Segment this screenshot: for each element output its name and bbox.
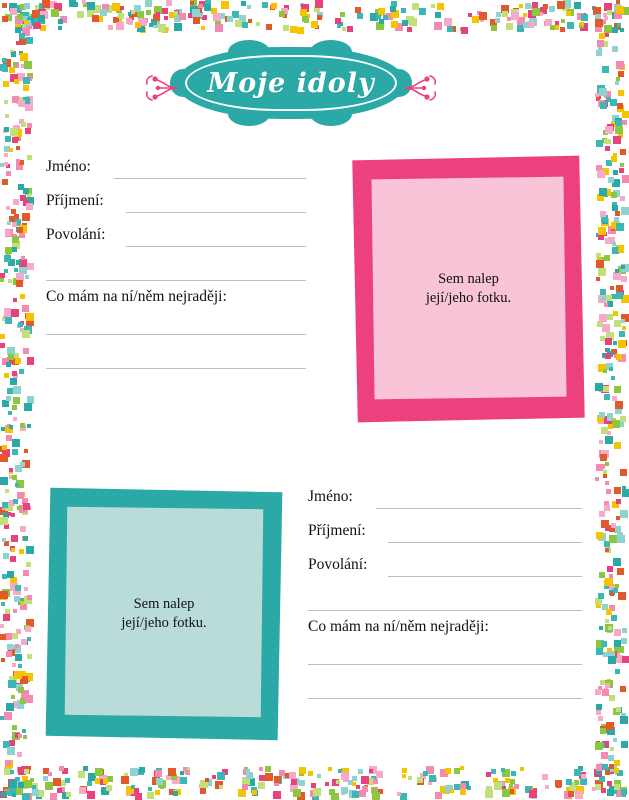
- idol-2-field-prijmeni[interactable]: [308, 516, 582, 550]
- idol-2-favorite-line-2[interactable]: [308, 672, 582, 706]
- idol-1-extra-line[interactable]: [46, 254, 306, 288]
- confetti-band-right: [595, 0, 629, 800]
- idol-1-input-prijmeni[interactable]: [126, 212, 306, 213]
- idol-2-frame-text-line2: její/jeho fotku.: [121, 615, 207, 631]
- idol-1-label-prijmeni: Příjmení:: [46, 192, 104, 209]
- idol-1-favorite-line-1-rule[interactable]: [46, 334, 306, 335]
- title-plaque: [176, 47, 406, 119]
- idol-1-favorite-label: Co mám na ní/něm nejraději:: [46, 288, 227, 305]
- idol-2-photo-frame[interactable]: [48, 490, 280, 738]
- idol-1-extra-line-rule[interactable]: [46, 280, 306, 281]
- confetti-band-bottom: [0, 766, 629, 800]
- idol-2-label-jmeno: Jméno:: [308, 488, 353, 505]
- idol-1-favorite-line-2-rule[interactable]: [46, 368, 306, 369]
- idol-2-frame-text-line1: Sem nalep: [133, 596, 195, 612]
- idol-1-favorite-line-1[interactable]: [46, 308, 306, 342]
- idol-1-frame-text-line2: její/jeho fotku.: [425, 290, 512, 306]
- idol-1-photo-frame[interactable]: [355, 158, 582, 420]
- page-title: Moje idoly: [207, 67, 375, 99]
- idol-1-field-prijmeni[interactable]: [46, 186, 306, 220]
- idol-2-field-jmeno[interactable]: [308, 482, 582, 516]
- confetti-band-left: [0, 0, 34, 800]
- idol-2-input-jmeno[interactable]: [376, 508, 582, 509]
- idol-2-input-povolani[interactable]: [388, 576, 582, 577]
- idol-2-favorite-label: Co mám na ní/něm nejraději:: [308, 618, 489, 635]
- idol-2-field-povolani[interactable]: [308, 550, 582, 584]
- flourish-left-icon: [144, 73, 178, 103]
- idol-2-favorite-line-1[interactable]: [308, 638, 582, 672]
- idol-1-field-povolani[interactable]: [46, 220, 306, 254]
- idol-1-frame-text-line1: Sem nalep: [438, 271, 499, 287]
- idol-2-extra-line-rule[interactable]: [308, 610, 582, 611]
- idol-2-input-prijmeni[interactable]: [388, 542, 582, 543]
- idol-2-favorite-line-2-rule[interactable]: [308, 698, 582, 699]
- idol-1-input-jmeno[interactable]: [114, 178, 306, 179]
- idol-2-form: [308, 482, 582, 706]
- idol-1-field-jmeno[interactable]: [46, 152, 306, 186]
- idol-2-favorite-line-1-rule[interactable]: [308, 664, 582, 665]
- idol-2-extra-line[interactable]: [308, 584, 582, 618]
- idol-1-form: [46, 152, 306, 376]
- idol-1-label-povolani: Povolání:: [46, 226, 106, 243]
- flourish-right-icon: [404, 73, 438, 103]
- idol-2-label-prijmeni: Příjmení:: [308, 522, 366, 539]
- idol-2-label-povolani: Povolání:: [308, 556, 368, 573]
- idol-1-label-jmeno: Jméno:: [46, 158, 91, 175]
- idol-1-favorite-line-2[interactable]: [46, 342, 306, 376]
- idol-1-input-povolani[interactable]: [126, 246, 306, 247]
- confetti-band-top: [0, 0, 629, 34]
